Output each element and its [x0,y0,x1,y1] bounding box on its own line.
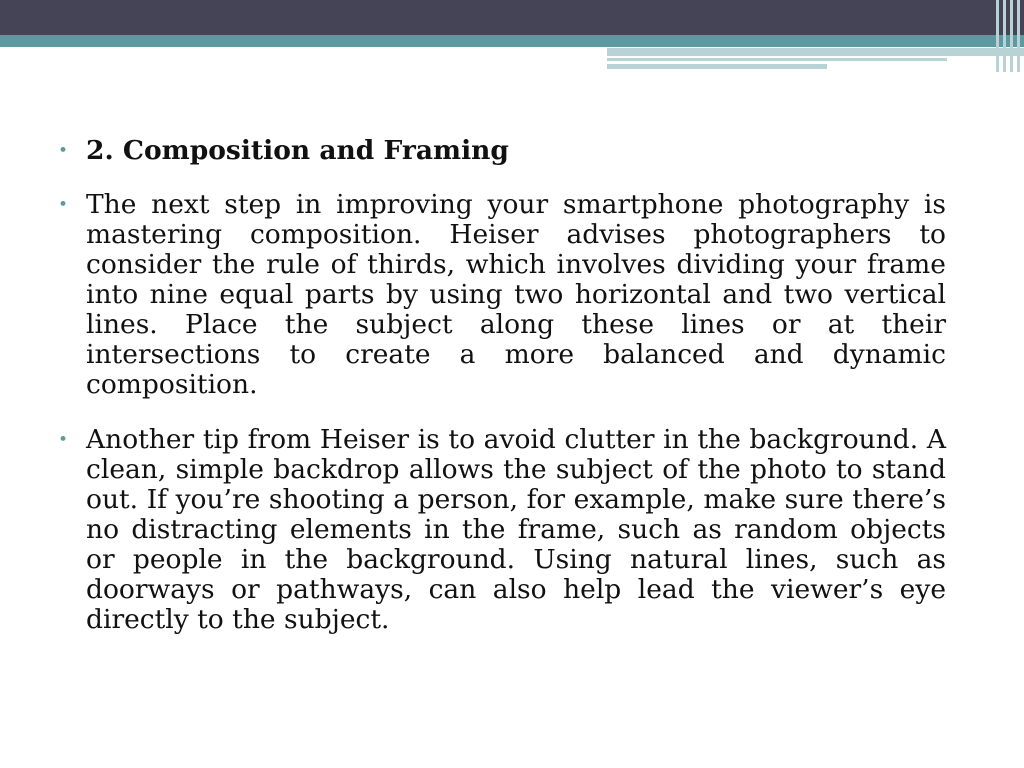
header-edge-stripes [994,0,1024,72]
slide-heading: 2. Composition and Framing [86,135,509,166]
header-dark-band [0,0,1024,35]
bullet-marker: • [58,430,69,450]
header-teal-band [0,35,1024,47]
bullet-paragraph-background: Another tip from Heiser is to avoid clutter in the background. A clean, simple backdrop allows the subject of the photo to stand out. If you’re shooting a person, for example, make sure there’s no distracting elements in the frame, such as random objects or people in the background. Using natural lines, such as doorways or pathways, can also help lead the viewer’s eye directly to the subject. [86,424,946,635]
bullet-item-heading [58,136,946,166]
slide-body [58,136,946,660]
bullet-paragraph-composition: The next step in improving your smartphone photography is mastering composition. Heiser advises photographers to consider the rule of thirds, which involves dividing your frame into nine equal parts by using two horizontal and two vertical lines. Place the subject along these lines or at their intersections to create a more balanced and dynamic composition. [86,189,946,400]
bullet-marker: • [58,141,69,161]
bullet-item [58,190,946,400]
header-light-stripe [607,58,947,61]
header-light-stripe [607,64,827,69]
header-light-stripe [607,48,1024,56]
bullet-marker: • [58,195,69,215]
bullet-item [58,425,946,635]
